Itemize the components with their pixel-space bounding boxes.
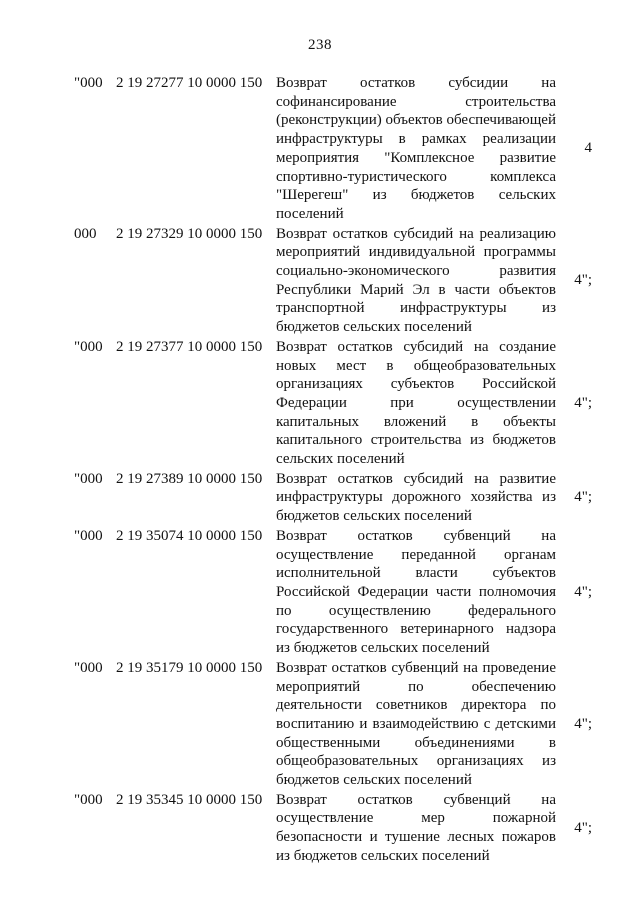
budget-code: 2 19 27377 10 0000 150 [116, 338, 263, 355]
budget-code: 2 19 27277 10 0000 150 [116, 75, 263, 91]
table-row [74, 791, 604, 866]
table-row [74, 470, 604, 526]
row-value: 4"; [574, 272, 592, 289]
table-row [74, 659, 604, 790]
row-prefix: "000 [74, 659, 103, 676]
table-row [74, 74, 604, 224]
row-prefix: "000 [74, 527, 103, 544]
row-value: 4 [584, 140, 592, 157]
table-row [74, 225, 604, 337]
budget-code: 2 19 35074 10 0000 150 [116, 527, 263, 544]
budget-code: 2 19 27389 10 0000 150 [116, 470, 263, 487]
row-description: Возврат остатков субвенций на осуществление мер пожарной безопасности и тушение лесных пожаров из бюджетов сельских поселений [276, 791, 556, 864]
row-description: Возврат остатков субвенций на проведение мероприятий по обеспечению деятельности советников директора по воспитанию и взаимодействию с детскими общественными объединениями в общеобразовательных организациях из бюджетов сельских поселений [276, 659, 556, 789]
row-description: Возврат остатков субсидии на софинансирование строительства (реконструкции) объектов обеспечивающей инфраструктуры в рамках реализации мероприятия "Комплексное развитие спортивно-туристического комплекса "Шерегеш" из бюджетов сельских поселений [276, 75, 556, 222]
row-prefix: 000 [74, 225, 97, 242]
table-row [74, 527, 604, 658]
row-description: Возврат остатков субсидий на реализацию мероприятий индивидуальной программы социально-экономического развития Республики Марий Эл в части объектов транспортной инфраструктуры из бюджетов сельских поселений [276, 225, 556, 336]
row-prefix: "000 [74, 338, 103, 355]
row-description: Возврат остатков субсидий на развитие инфраструктуры дорожного хозяйства из бюджетов сельских поселений [276, 470, 556, 525]
row-prefix: "000 [74, 75, 103, 91]
row-value: 4"; [574, 583, 592, 600]
row-value: 4"; [574, 819, 592, 836]
table-row [74, 338, 604, 469]
row-description: Возврат остатков субвенций на осуществление переданной органам исполнительной власти субъектов Российской Федерации части полномочия по осуществлению федерального государственного ветеринарного надзора из бюджетов сельских поселений [276, 527, 556, 657]
budget-code: 2 19 35179 10 0000 150 [116, 659, 263, 676]
budget-code: 2 19 27329 10 0000 150 [116, 225, 263, 242]
row-value: 4"; [574, 715, 592, 732]
code-table [74, 74, 604, 867]
budget-code: 2 19 35345 10 0000 150 [116, 791, 263, 808]
row-prefix: "000 [74, 470, 103, 487]
row-value: 4"; [574, 489, 592, 506]
page-number: 238 [308, 37, 332, 53]
row-description: Возврат остатков субсидий на создание новых мест в общеобразовательных организациях субъектов Российской Федерации при осуществлении капитальных вложений в объекты капитального строительства из бюджетов сельских поселений [276, 338, 556, 468]
row-prefix: "000 [74, 791, 103, 808]
row-value: 4"; [574, 394, 592, 411]
